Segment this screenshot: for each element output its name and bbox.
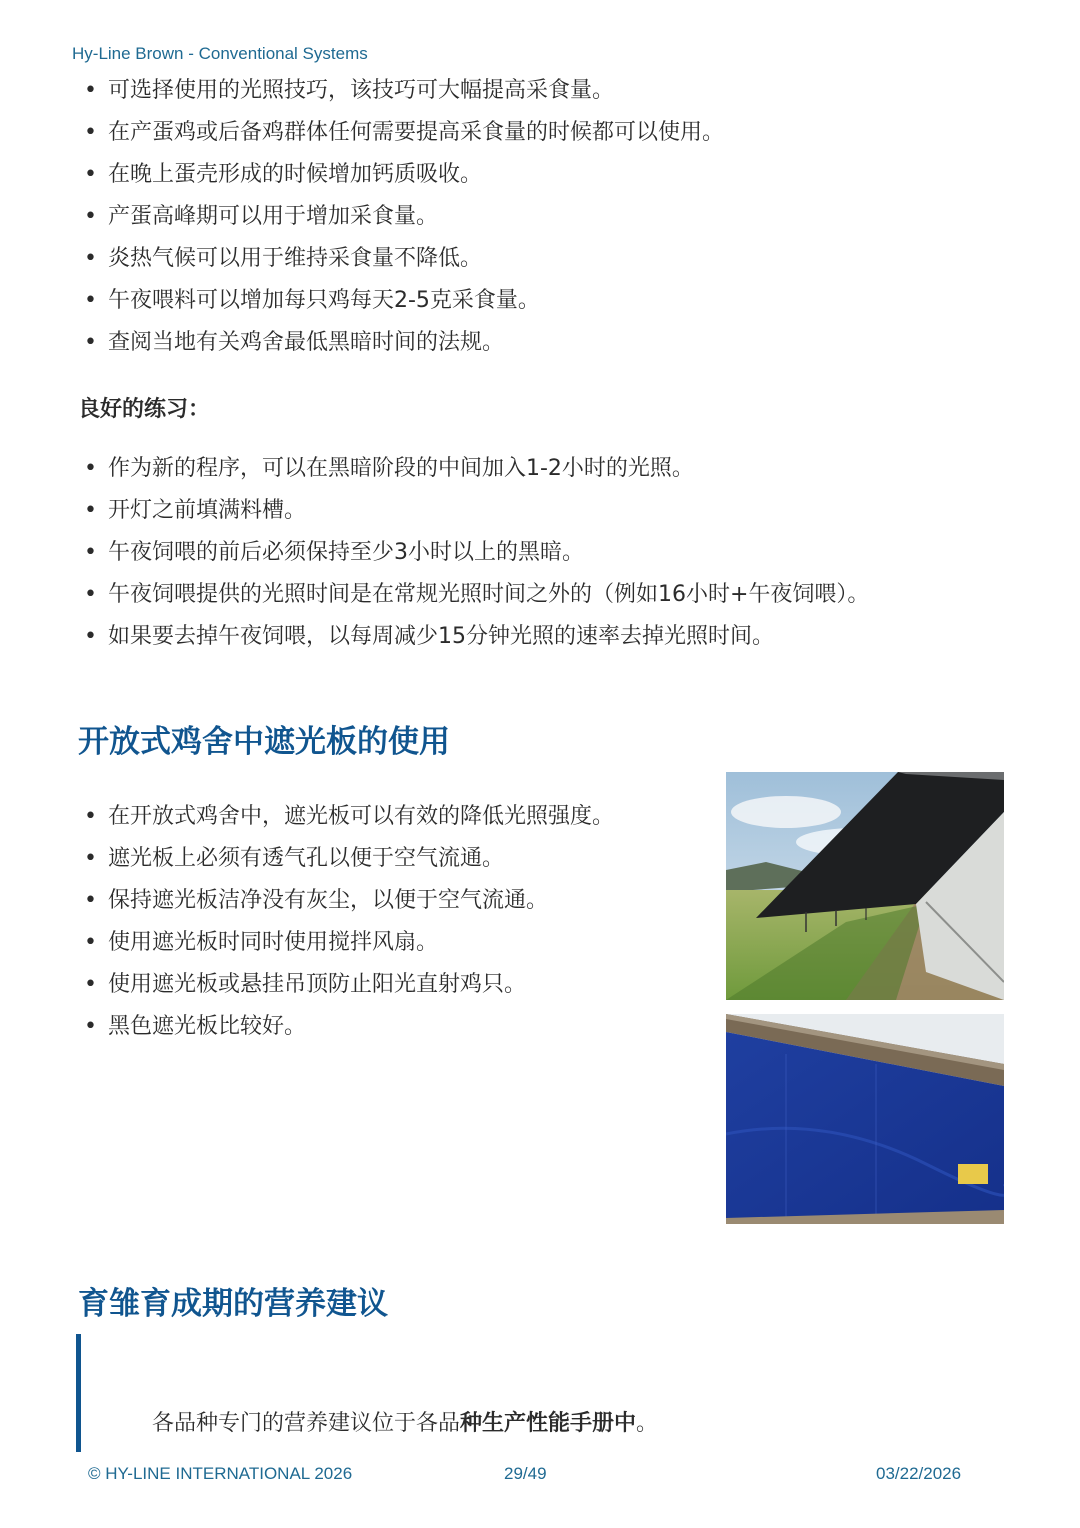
list-item: • 开灯之前填满料槽。 <box>78 496 869 526</box>
footer-date: 03/22/2026 <box>876 1464 962 1483</box>
bullet-icon: • <box>84 246 97 271</box>
bullet-icon: • <box>84 498 97 523</box>
list-item: • 可选择使用的光照技巧，该技巧可大幅提高采食量。 <box>78 76 724 106</box>
list-item: • 午夜饲喂提供的光照时间是在常规光照时间之外的（例如16小时+午夜饲喂）。 <box>78 580 869 610</box>
list-item: • 午夜喂料可以增加每只鸡每天2-5克采食量。 <box>78 286 724 316</box>
list-item: • 遮光板上必须有透气孔以便于空气流通。 <box>78 844 638 874</box>
list-item: • 产蛋高峰期可以用于增加采食量。 <box>78 202 724 232</box>
list-item: • 炎热气候可以用于维持采食量不降低。 <box>78 244 724 274</box>
bullet-icon: • <box>84 456 97 481</box>
midnight-feeding-list <box>78 76 724 370</box>
nutrition-callout: 各品种专门的营养建议位于各品种生产性能手册中。 <box>152 1411 659 1436</box>
bullet-icon: • <box>84 288 97 313</box>
bullet-icon: • <box>84 78 97 103</box>
bullet-icon: • <box>84 162 97 187</box>
list-item: • 保持遮光板洁净没有灰尘，以便于空气流通。 <box>78 886 638 916</box>
bullet-icon: • <box>84 930 97 955</box>
bullet-icon: • <box>84 888 97 913</box>
nutrition-section-title: 育雏育成期的营养建议 <box>78 1286 388 1322</box>
bullet-icon: • <box>84 204 97 229</box>
shade-cloth-photo-black <box>726 772 1004 1000</box>
list-item: • 在开放式鸡舍中，遮光板可以有效的降低光照强度。 <box>78 802 638 832</box>
footer-page-number: 29/49 <box>504 1464 547 1483</box>
list-item: • 在产蛋鸡或后备鸡群体任何需要提高采食量的时候都可以使用。 <box>78 118 724 148</box>
shade-cloth-photo-blue-image <box>726 1014 1004 1224</box>
bullet-icon: • <box>84 846 97 871</box>
bullet-icon: • <box>84 330 97 355</box>
bullet-icon: • <box>84 582 97 607</box>
bullet-icon: • <box>84 624 97 649</box>
list-item: • 如果要去掉午夜饲喂，以每周减少15分钟光照的速率去掉光照时间。 <box>78 622 869 652</box>
running-header: Hy-Line Brown - Conventional Systems <box>72 44 368 63</box>
shade-section-title: 开放式鸡舍中遮光板的使用 <box>78 724 450 760</box>
callout-accent-bar <box>76 1334 81 1452</box>
list-item: • 查阅当地有关鸡舍最低黑暗时间的法规。 <box>78 328 724 358</box>
list-item: • 午夜饲喂的前后必须保持至少3小时以上的黑暗。 <box>78 538 869 568</box>
list-item: • 黑色遮光板比较好。 <box>78 1012 638 1042</box>
list-item: • 使用遮光板或悬挂吊顶防止阳光直射鸡只。 <box>78 970 638 1000</box>
shade-list <box>78 802 638 1054</box>
footer-copyright: © HY-LINE INTERNATIONAL 2026 <box>88 1464 353 1483</box>
bullet-icon: • <box>84 540 97 565</box>
bullet-icon: • <box>84 120 97 145</box>
bullet-icon: • <box>84 1014 97 1039</box>
shade-cloth-photo-blue <box>726 1014 1004 1224</box>
list-item: • 作为新的程序，可以在黑暗阶段的中间加入1-2小时的光照。 <box>78 454 869 484</box>
list-item: • 在晚上蛋壳形成的时候增加钙质吸收。 <box>78 160 724 190</box>
good-practice-list <box>78 454 869 664</box>
list-item: • 使用遮光板时同时使用搅拌风扇。 <box>78 928 638 958</box>
bullet-icon: • <box>84 972 97 997</box>
good-practice-heading: 良好的练习： <box>78 397 211 422</box>
shade-cloth-photo-black-image <box>726 772 1004 1000</box>
bullet-icon: • <box>84 804 97 829</box>
